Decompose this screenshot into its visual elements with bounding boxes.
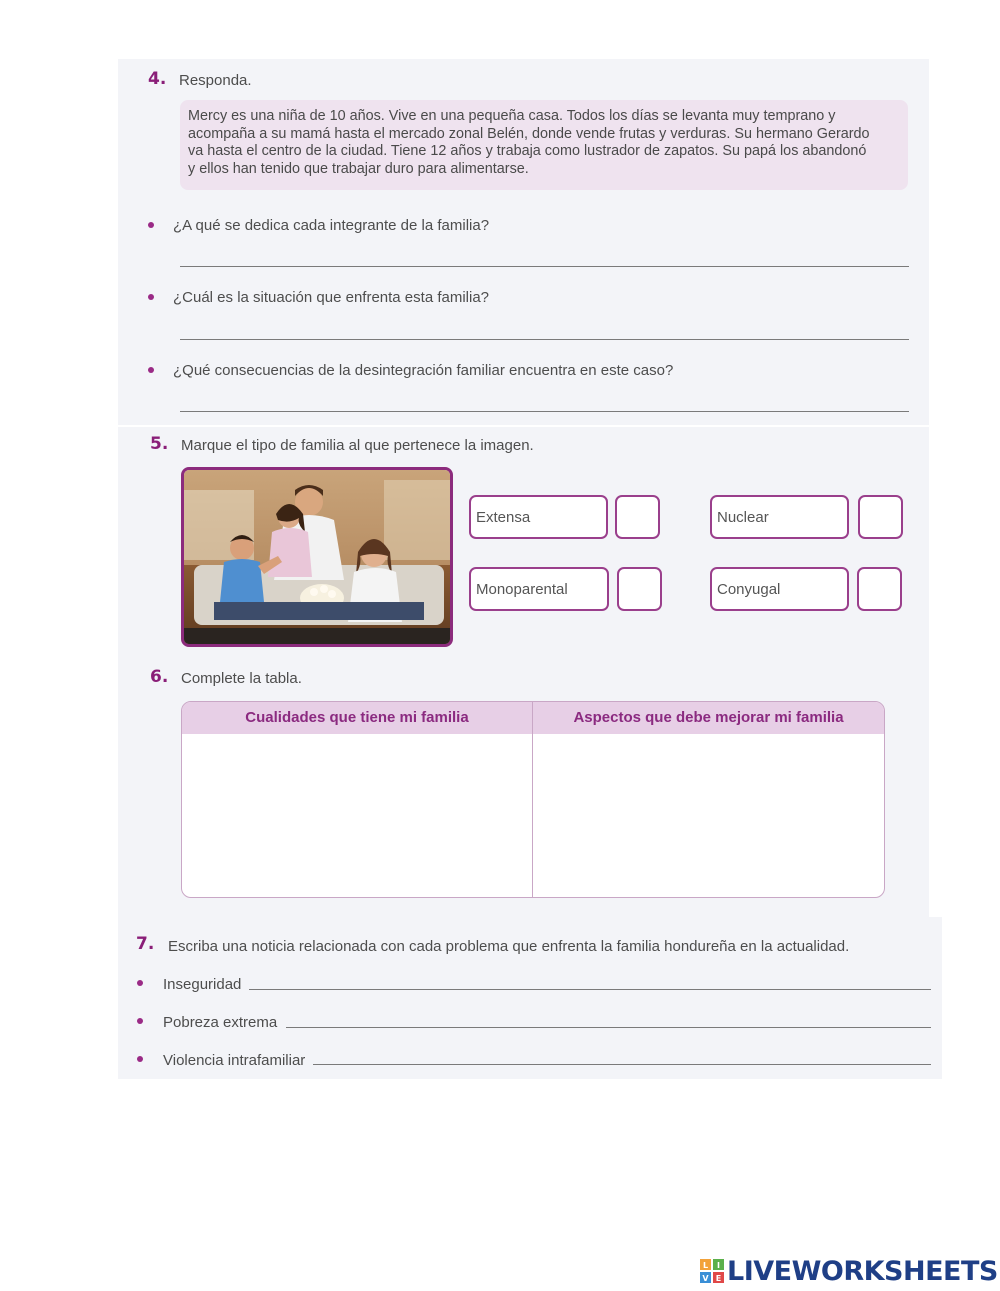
table-cell-qualities[interactable]: [182, 735, 531, 897]
badge-letter-i: I: [717, 1261, 720, 1270]
answer-line-violencia[interactable]: [313, 1064, 931, 1065]
badge-letter-e: E: [715, 1274, 722, 1283]
bullet-icon: [137, 1018, 143, 1024]
section-7-instruction: Escriba una noticia relacionada con cada problema que enfrenta la familia hondureña en la actualidad.: [168, 938, 850, 955]
section-5-instruction: Marque el tipo de familia al que pertenece la imagen.: [181, 437, 534, 454]
bullet-icon: [148, 367, 154, 373]
question-2: ¿Cuál es la situación que enfrenta esta familia?: [173, 289, 490, 306]
section-6-number: 6.: [150, 667, 169, 687]
liveworksheets-logo: [700, 1256, 998, 1286]
question-1: ¿A qué se dedica cada integrante de la familia?: [173, 217, 490, 234]
checkbox-monoparental[interactable]: [617, 567, 662, 611]
section-4-instruction: Responda.: [179, 72, 252, 89]
item-inseguridad: Inseguridad: [163, 976, 242, 993]
story-line: va hasta el centro de la ciudad. Tiene 12 años y trabaja como lustrador de zapatos. Su papá los abandonó: [188, 143, 867, 159]
table-divider: [532, 702, 533, 897]
story-line: y ellos han tenido que trabajar duro para alimentarse.: [188, 160, 529, 177]
option-conyugal: Conyugal: [710, 567, 849, 611]
liveworksheets-badge-icon: [700, 1259, 724, 1283]
answer-line-3[interactable]: [180, 411, 909, 412]
question-3: ¿Qué consecuencias de la desintegración familiar encuentra en este caso?: [173, 362, 674, 379]
answer-line-1[interactable]: [180, 266, 909, 267]
section-4-number: 4.: [148, 69, 167, 89]
item-pobreza-extrema: Pobreza extrema: [163, 1014, 278, 1031]
option-extensa: Extensa: [469, 495, 608, 539]
option-nuclear: Nuclear: [710, 495, 849, 539]
item-violencia-intrafamiliar: Violencia intrafamiliar: [163, 1052, 306, 1069]
answer-line-pobreza[interactable]: [286, 1027, 931, 1028]
bullet-icon: [137, 980, 143, 986]
table-header-qualities: Cualidades que tiene mi familia: [245, 709, 469, 726]
liveworksheets-brand: LIVEWORKSHEETS: [727, 1255, 998, 1287]
story-line: acompaña a su mamá hasta el mercado zonal Belén, donde vende frutas y verduras. Su hermano Gerardo: [188, 125, 870, 142]
badge-letter-v: V: [702, 1274, 709, 1283]
answer-line-inseguridad[interactable]: [249, 989, 931, 990]
section-5-number: 5.: [150, 434, 169, 454]
answer-line-2[interactable]: [180, 339, 909, 340]
table-header-improvements: Aspectos que debe mejorar mi familia: [573, 709, 844, 726]
story-box: [180, 100, 908, 190]
section-7-number: 7.: [136, 934, 155, 954]
bullet-icon: [148, 222, 154, 228]
bullet-icon: [148, 294, 154, 300]
family-photo: [181, 467, 453, 647]
checkbox-nuclear[interactable]: [858, 495, 903, 539]
checkbox-extensa[interactable]: [615, 495, 660, 539]
qualities-table: [181, 701, 885, 898]
section-6-instruction: Complete la tabla.: [181, 670, 302, 687]
bullet-icon: [137, 1056, 143, 1062]
checkbox-conyugal[interactable]: [857, 567, 902, 611]
badge-letter-l: L: [702, 1261, 709, 1270]
table-cell-improvements[interactable]: [534, 735, 884, 897]
story-line: Mercy es una niña de 10 años. Vive en una pequeña casa. Todos los días se levanta muy temprano y: [188, 108, 836, 124]
option-monoparental: Monoparental: [469, 567, 609, 611]
